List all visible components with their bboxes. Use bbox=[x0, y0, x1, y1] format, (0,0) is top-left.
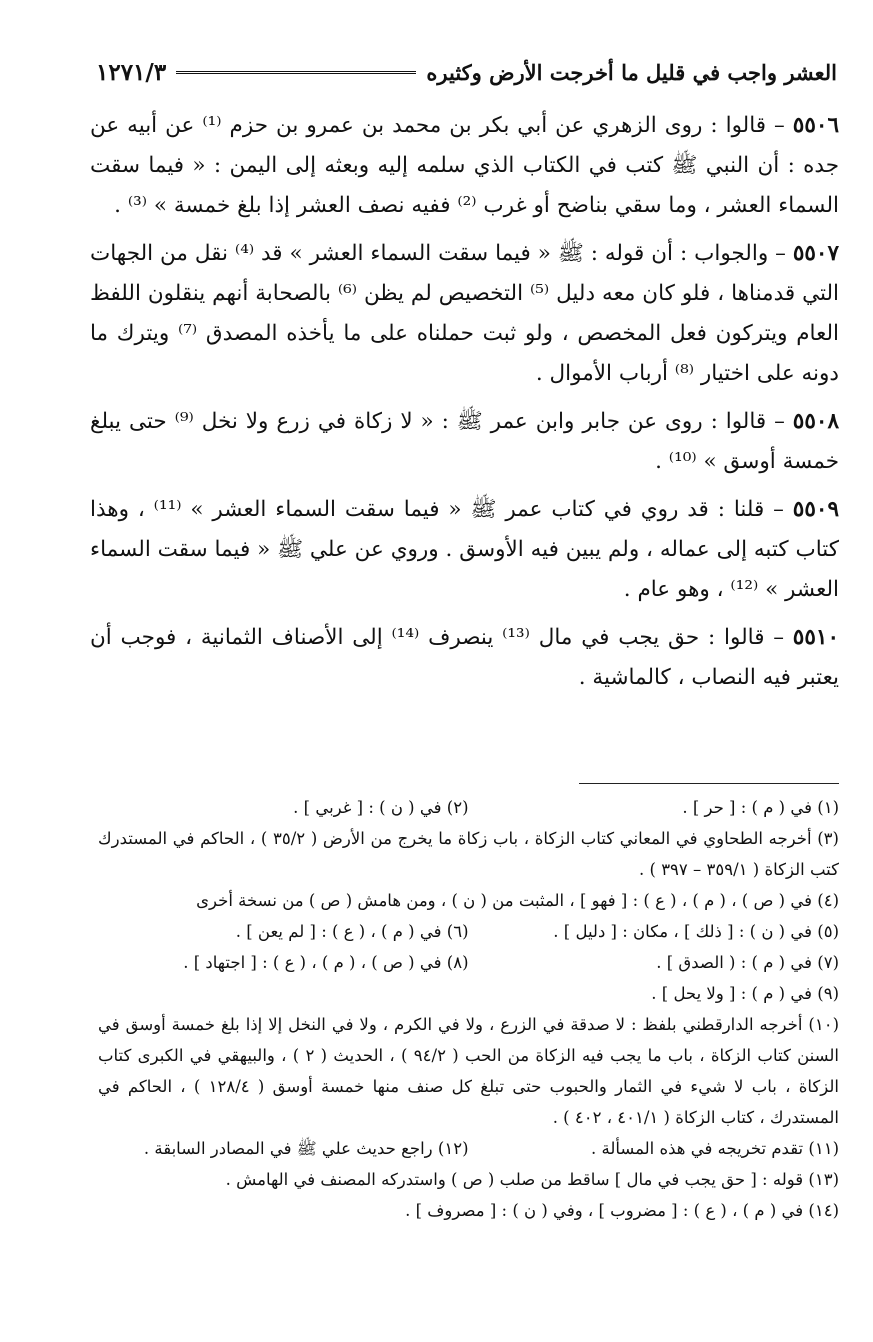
footnote-row bbox=[98, 947, 839, 978]
paragraph-number: ٥٥١٠ bbox=[792, 625, 839, 650]
footnote-8: (٨) في ( ص ) ، ( م ) ، ( ع ) : [ اجتهاد ] . bbox=[183, 953, 469, 972]
paragraph-5509 bbox=[90, 490, 839, 610]
footnote-row bbox=[98, 916, 839, 947]
paragraph-5507 bbox=[90, 234, 839, 394]
page-number: ١٢٧١/٣ bbox=[96, 58, 167, 86]
footnote-12: (١٢) راجع حديث علي ﷺ في المصادر السابقة . bbox=[143, 1139, 469, 1158]
paragraph-text: – قالوا : روى عن جابر وابن عمر ﷺ : « لا زكاة في زرع ولا نخل ⁽⁹⁾ حتى يبلغ خمسة أوسق » ⁽¹⁰⁾ . bbox=[90, 409, 839, 474]
footnote-6: (٦) في ( م ) ، ( ع ) : [ لم يعن ] . bbox=[235, 922, 469, 941]
paragraph-text: – قالوا : روى الزهري عن أبي بكر بن محمد بن عمرو بن حزم ⁽¹⁾ عن أبيه عن جده : أن النبي ﷺ كتب في الكتاب الذي سلمه إليه وبعثه إلى اليمن : « فيما سقت السماء العشر ، وما سقي بناضح أو غرب ⁽²⁾ ففيه نصف العشر إذا بلغ خمسة » ⁽³⁾ . bbox=[90, 113, 839, 218]
footnote-3: (٣) أخرجه الطحاوي في المعاني كتاب الزكاة ، باب زكاة ما يخرج من الأرض ( ٣٥/٢ ) ، الحاكم في المستدرك كتب الزكاة ( ٣٥٩/١ – ٣٩٧ ) . bbox=[98, 829, 839, 879]
paragraph-number: ٥٥٠٧ bbox=[792, 241, 840, 266]
paragraph-text: – قالوا : حق يجب في مال ⁽¹³⁾ ينصرف ⁽¹⁴⁾ إلى الأصناف الثمانية ، فوجب أن يعتبر فيه النصاب ، كالماشية . bbox=[90, 625, 839, 690]
footnotes bbox=[98, 783, 839, 1226]
paragraph-number: ٥٥٠٨ bbox=[792, 409, 839, 434]
footnote-2: (٢) في ( ن ) : [ غربي ] . bbox=[293, 798, 469, 817]
paragraph-number: ٥٥٠٦ bbox=[792, 113, 839, 138]
main-text bbox=[90, 106, 839, 706]
footnote-13: (١٣) قوله : [ حق يجب في مال ] ساقط من صلب ( ص ) واستدركه المصنف في الهامش . bbox=[225, 1170, 839, 1189]
header-title: العشر واجب في قليل ما أخرجت الأرض وكثيره bbox=[426, 59, 837, 85]
footnote-row bbox=[98, 1133, 839, 1164]
footnote-9: (٩) في ( م ) : [ ولا يحل ] . bbox=[651, 984, 839, 1003]
paragraph-number: ٥٥٠٩ bbox=[792, 497, 839, 522]
footnote-14: (١٤) في ( م ) ، ( ع ) : [ مضروب ] ، وفي ( ن ) : [ مصروف ] . bbox=[405, 1201, 839, 1220]
footnote-11: (١١) تقدم تخريجه في هذه المسألة . bbox=[591, 1139, 839, 1158]
paragraph-text: – والجواب : أن قوله : ﷺ « فيما سقت السماء العشر » قد ⁽⁴⁾ نقل من الجهات التي قدمناها ، فلو كان معه دليل ⁽⁵⁾ التخصيص لم يظن ⁽⁶⁾ بالصحابة أنهم ينقلون اللفظ العام ويتركون فعل المخصص ، ولو ثبت حملناه على ما يأخذه المصدق ⁽⁷⁾ ويترك ما دونه على اختيار ⁽⁸⁾ أرباب الأموال . bbox=[90, 241, 840, 386]
paragraph-text: – قلنا : قد روي في كتاب عمر ﷺ « فيما سقت السماء العشر » ⁽¹¹⁾ ، وهذا كتاب كتبه إلى عماله ، ولم يبين فيه الأوسق . وروي عن علي ﷺ « فيما سقت السماء العشر » ⁽¹²⁾ ، وهو عام . bbox=[90, 497, 839, 602]
footnote-4: (٤) في ( ص ) ، ( م ) ، ( ع ) : [ فهو ] ، المثبت من ( ن ) ، ومن هامش ( ص ) من نسخة أخرى bbox=[196, 891, 839, 910]
paragraph-5506 bbox=[90, 106, 839, 226]
header-rule bbox=[176, 71, 416, 74]
paragraph-5508 bbox=[90, 402, 839, 482]
footnote-row bbox=[98, 792, 839, 823]
paragraph-5510 bbox=[90, 618, 839, 698]
footnote-separator bbox=[579, 783, 839, 784]
footnote-5: (٥) في ( ن ) : [ ذلك ] ، مكان : [ دليل ] . bbox=[553, 922, 839, 941]
footnote-7: (٧) في ( م ) : ( الصدق ] . bbox=[656, 953, 839, 972]
footnote-1: (١) في ( م ) : [ حر ] . bbox=[682, 798, 839, 817]
footnote-10: (١٠) أخرجه الدارقطني بلفظ : لا صدقة في الزرع ، ولا في الكرم ، ولا في النخل إلا إذا بلغ خمسة أوسق في السنن كتاب الزكاة ، باب ما يجب فيه الزكاة من الحب ( ٩٤/٢ ) ، الحديث ( ٢ ) ، والبيهقي في الكبرى كتاب الزكاة ، باب لا شيء في الثمار والحبوب حتى تبلغ كل صنف منها خمسة أوسق ( ١٢٨/٤ ) ، الحاكم في المستدرك ، كتاب الزكاة ( ٤٠١/١ ، ٤٠٢ ) . bbox=[98, 1015, 839, 1127]
running-header bbox=[96, 50, 837, 94]
